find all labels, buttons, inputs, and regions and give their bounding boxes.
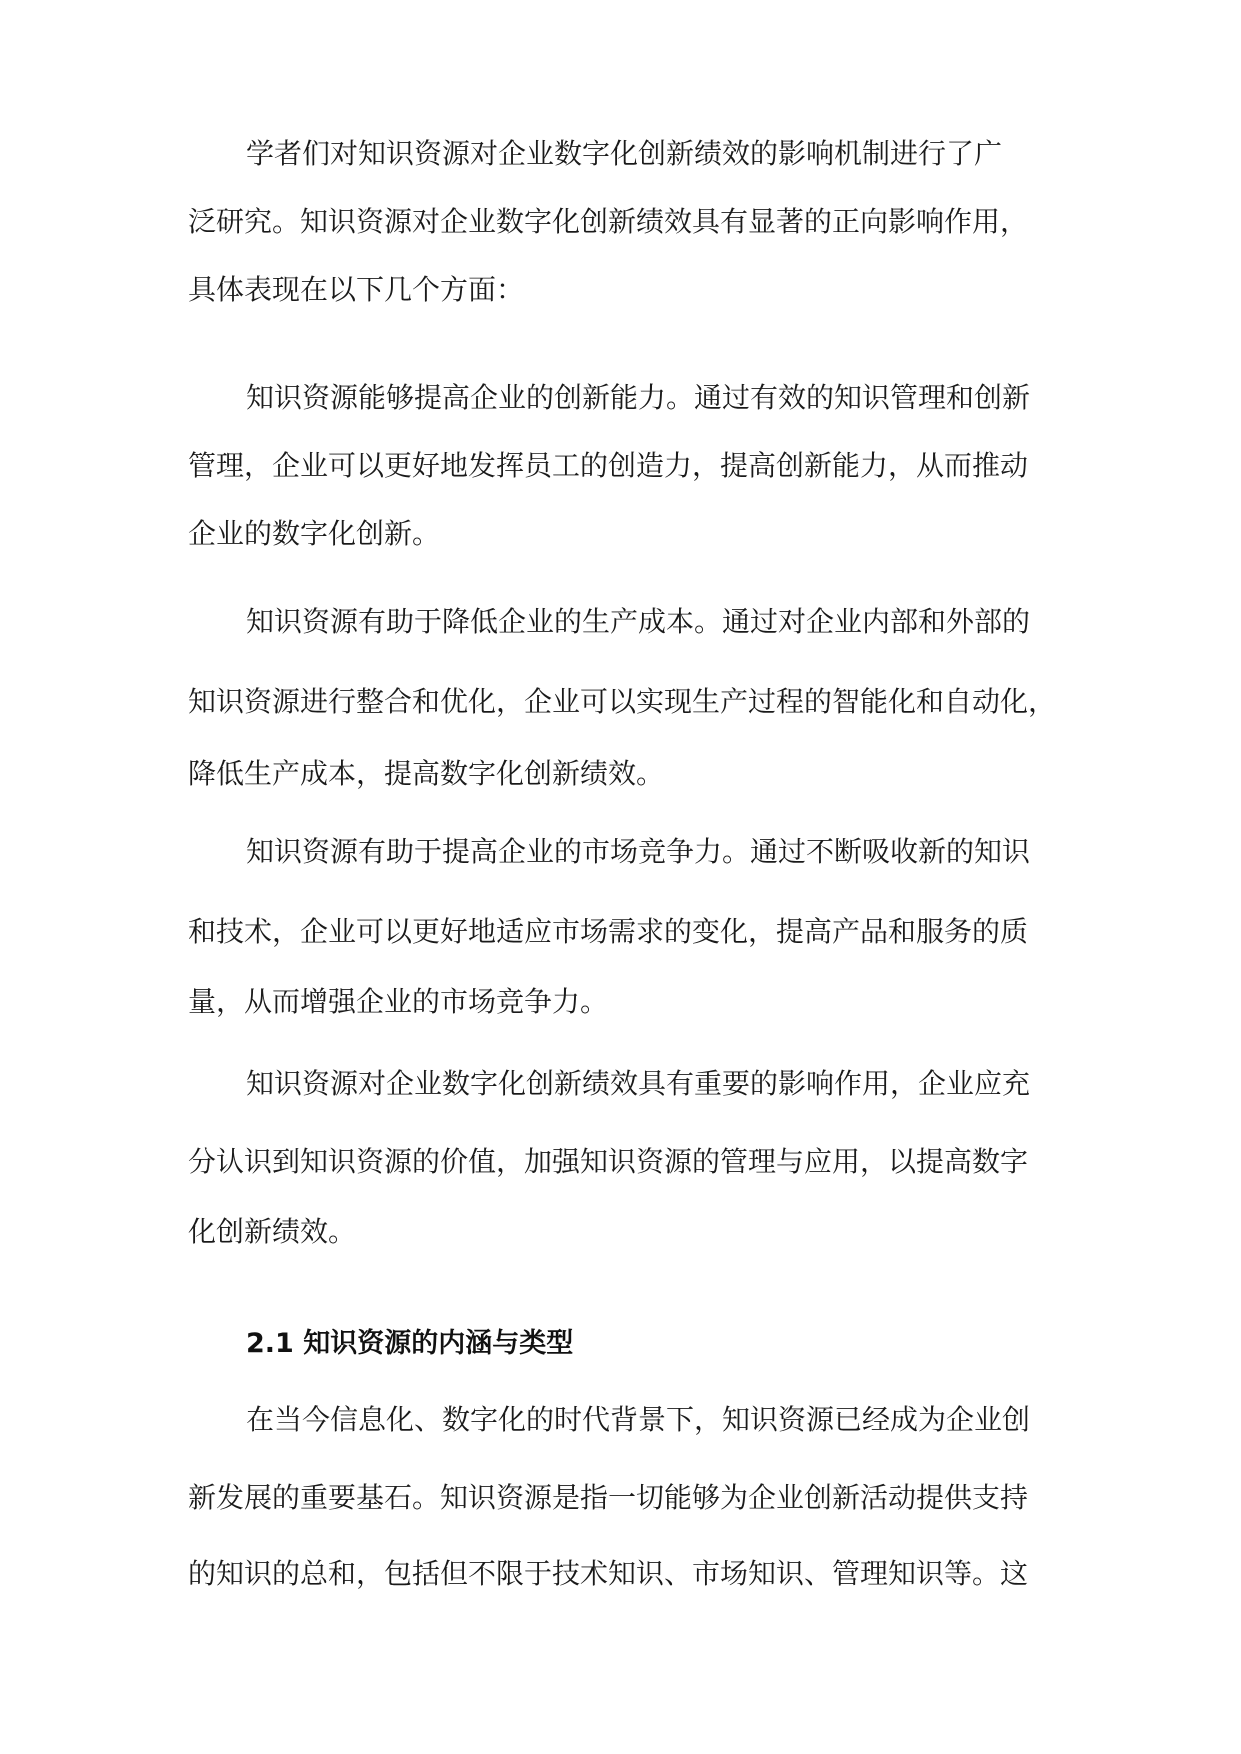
- paragraph-2-line-1: 知识资源能够提高企业的创新能力。通过有效的知识管理和创新: [246, 381, 1031, 414]
- paragraph-1-line-3: 具体表现在以下几个方面：: [188, 273, 525, 306]
- paragraph-4-line-3: 量，从而增强企业的市场竞争力。: [188, 985, 609, 1018]
- paragraph-1-line-2: 泛研究。知识资源对企业数字化创新绩效具有显著的正向影响作用，: [188, 205, 1029, 238]
- paragraph-5-line-2: 分认识到知识资源的价值，加强知识资源的管理与应用，以提高数字: [188, 1145, 1029, 1178]
- section-paragraph-line-1: 在当今信息化、数字化的时代背景下，知识资源已经成为企业创: [246, 1403, 1031, 1436]
- paragraph-4-line-1: 知识资源有助于提高企业的市场竞争力。通过不断吸收新的知识: [246, 835, 1031, 868]
- paragraph-3-line-1: 知识资源有助于降低企业的生产成本。通过对企业内部和外部的: [246, 605, 1031, 638]
- section-paragraph-line-3: 的知识的总和，包括但不限于技术知识、市场知识、管理知识等。这: [188, 1557, 1029, 1590]
- section-heading: 2.1 知识资源的内涵与类型: [246, 1328, 574, 1359]
- paragraph-2-line-3: 企业的数字化创新。: [188, 517, 441, 550]
- paragraph-4-line-2: 和技术，企业可以更好地适应市场需求的变化，提高产品和服务的质: [188, 915, 1029, 948]
- section-paragraph-line-2: 新发展的重要基石。知识资源是指一切能够为企业创新活动提供支持: [188, 1481, 1029, 1514]
- paragraph-5-line-1: 知识资源对企业数字化创新绩效具有重要的影响作用，企业应充: [246, 1067, 1031, 1100]
- paragraph-2-line-2: 管理，企业可以更好地发挥员工的创造力，提高创新能力，从而推动: [188, 449, 1029, 482]
- paragraph-3-line-2: 知识资源进行整合和优化，企业可以实现生产过程的智能化和自动化，: [188, 685, 1057, 718]
- paragraph-1-line-1: 学者们对知识资源对企业数字化创新绩效的影响机制进行了广: [246, 137, 1003, 170]
- paragraph-3-line-3: 降低生产成本，提高数字化创新绩效。: [188, 757, 665, 790]
- paragraph-5-line-3: 化创新绩效。: [188, 1215, 357, 1248]
